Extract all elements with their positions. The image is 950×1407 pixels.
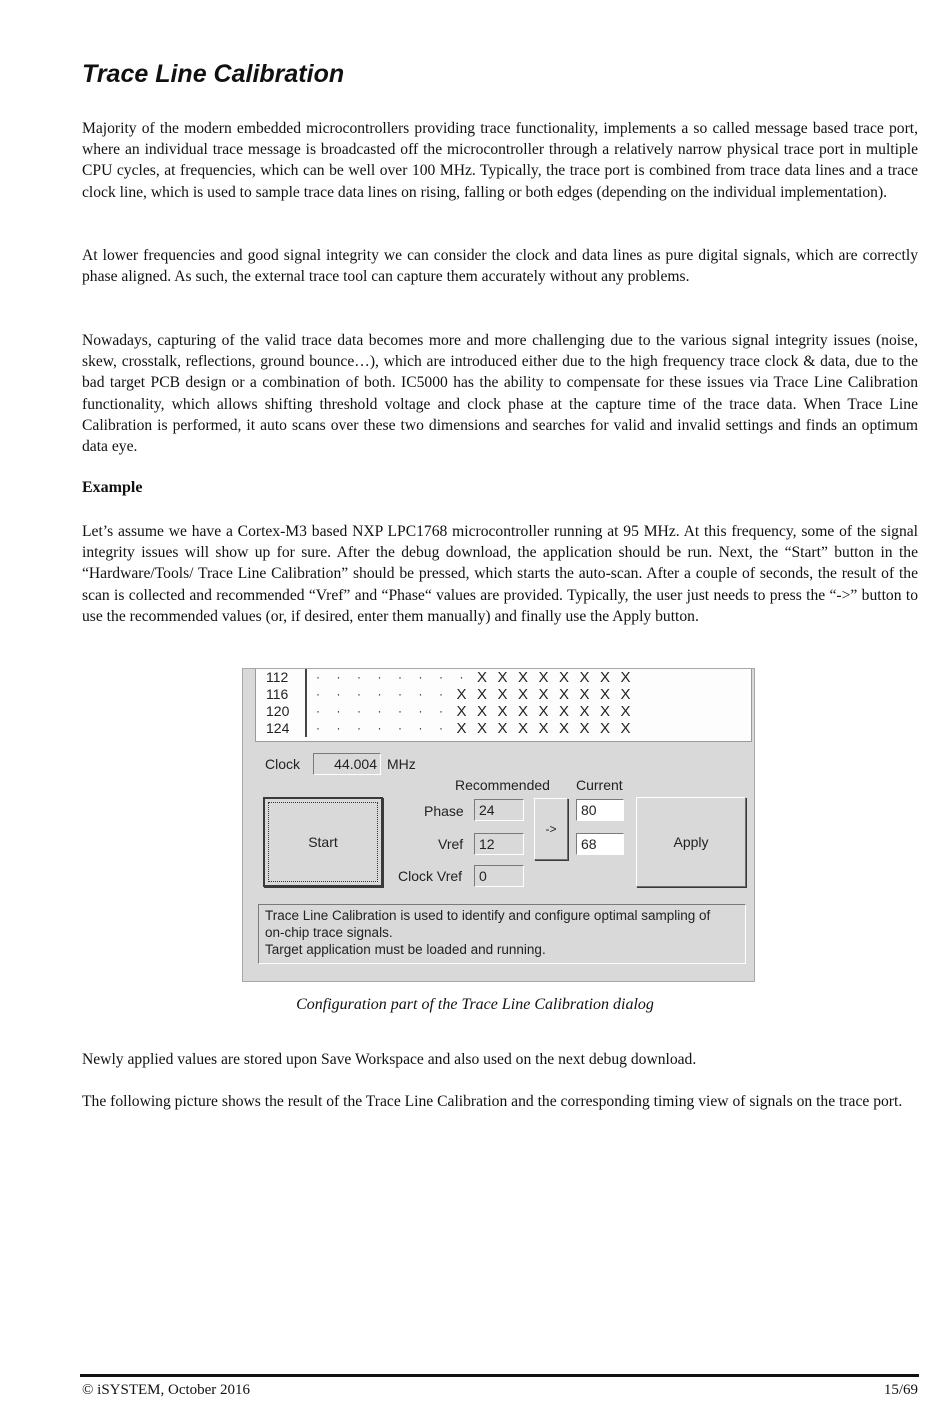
scan-cell: ·: [377, 704, 382, 718]
scan-cell: X: [579, 703, 590, 720]
scan-cell: X: [456, 686, 467, 703]
scan-cell: ·: [377, 687, 382, 701]
start-button-label: Start: [308, 834, 338, 850]
start-button-focus-ring: [268, 802, 378, 882]
scan-cell: X: [558, 686, 569, 703]
example-heading: Example: [82, 479, 143, 496]
scan-cell: ·: [316, 721, 320, 735]
scan-row-separator: [305, 720, 307, 737]
scan-cell: ·: [357, 670, 361, 684]
scan-row-label: 112: [266, 669, 289, 685]
clock-vref-label: Clock Vref: [398, 868, 463, 884]
scan-cell: X: [620, 686, 631, 703]
scan-cell: ·: [439, 670, 443, 684]
apply-button[interactable]: [636, 797, 746, 887]
scan-row: [256, 669, 751, 686]
apply-button-label: Apply: [673, 834, 709, 850]
scan-cell: X: [599, 686, 610, 703]
scan-cell: ·: [336, 721, 341, 735]
scan-cell: X: [456, 703, 467, 720]
scan-cell: X: [476, 686, 487, 703]
scan-cell: X: [497, 703, 508, 720]
scan-cell: ·: [316, 687, 320, 701]
scan-cell: ·: [398, 670, 402, 684]
scan-cell: X: [517, 703, 528, 720]
info-line: Target application must be loaded and running.: [265, 942, 546, 957]
scan-cell: X: [497, 686, 508, 703]
scan-cell: ·: [418, 704, 423, 718]
scan-cell: ·: [439, 687, 443, 701]
scan-result-grid: [255, 669, 752, 742]
scan-cell: X: [538, 703, 549, 720]
scan-cell: ·: [439, 721, 443, 735]
scan-row-label: 124: [266, 720, 290, 736]
paragraph-example: Let’s assume we have a Cortex-M3 based NXP LPC1768 microcontroller running at 95 MHz. At this frequency, some of the signal integrity issues will show up for sure. After the debug download, the application should be run. Next, the “Start” button in the “Hardware/Tools/ Trace Line Calibration” should be pressed, which starts the auto-scan. After a couple of seconds, the result of the scan is collected and recommended “Vref” and “Phase“ values are provided. Typically, the user just needs to press the “->” button to use the recommended values (or, if desired, enter them manually) and finally use the Apply button.: [82, 523, 918, 625]
scan-cell: ·: [336, 670, 341, 684]
scan-row-separator: [305, 703, 307, 720]
scan-cell: ·: [336, 687, 341, 701]
figure-caption: Configuration part of the Trace Line Calibration dialog: [296, 996, 654, 1013]
footer-copyright: © iSYSTEM, October 2016: [82, 1382, 251, 1398]
info-line: on-chip trace signals.: [265, 925, 393, 940]
scan-row: [256, 703, 751, 720]
scan-cell: ·: [316, 670, 320, 684]
copy-recommended-button[interactable]: [534, 798, 568, 860]
page-title: Trace Line Calibration: [82, 60, 345, 88]
scan-cell: X: [476, 669, 487, 686]
scan-cell: ·: [377, 721, 382, 735]
scan-cell: ·: [377, 670, 382, 684]
scan-row-separator: [305, 686, 307, 703]
scan-cell: X: [579, 686, 590, 703]
paragraph-following-picture: The following picture shows the result of the Trace Line Calibration and the corresponding timing view of signals on the trace port.: [82, 1093, 903, 1110]
vref-label: Vref: [438, 836, 464, 852]
current-header: Current: [576, 777, 623, 793]
scan-row-label: 116: [266, 686, 289, 702]
scan-row: [256, 686, 751, 703]
scan-cell: X: [599, 720, 610, 737]
scan-row: [256, 720, 751, 737]
info-line: Trace Line Calibration is used to identify and configure optimal sampling of: [265, 908, 711, 923]
scan-cell: ·: [357, 704, 361, 718]
scan-cell: X: [456, 720, 467, 737]
scan-cell: X: [538, 686, 549, 703]
start-button[interactable]: [263, 797, 383, 887]
paragraph-save-workspace: Newly applied values are stored upon Save Workspace and also used on the next debug download.: [82, 1051, 697, 1068]
scan-cell: X: [476, 720, 487, 737]
scan-cell: X: [620, 669, 631, 686]
scan-cell: ·: [418, 670, 423, 684]
phase-label: Phase: [424, 803, 464, 819]
recommended-header: Recommended: [455, 777, 550, 793]
vref-recommended-field: 12: [474, 833, 524, 855]
scan-row-label: 120: [266, 703, 290, 719]
scan-cell: X: [579, 720, 590, 737]
clock-value-field: 44.004: [313, 753, 381, 775]
info-textbox: [258, 904, 746, 964]
scan-cell: ·: [459, 670, 464, 684]
paragraph-signal-integrity: Nowadays, capturing of the valid trace data becomes more and more challenging due to the various signal integrity issues (noise, skew, crosstalk, reflections, ground bounce…), which are introduced either due to the high frequency trace clock & data, due to the bad target PCB design or a combination of both. IC5000 has the ability to compensate for these issues via Trace Line Calibration functionality, which allows shifting threshold voltage and clock phase at the capture time of the trace data. When Trace Line Calibration is performed, it auto scans over these two dimensions and searches for valid and invalid settings and finds an optimum data eye.: [82, 332, 918, 456]
scan-cell: ·: [316, 704, 320, 718]
scan-cell: X: [620, 720, 631, 737]
scan-cell: X: [558, 669, 569, 686]
scan-cell: X: [517, 720, 528, 737]
scan-cell: ·: [418, 687, 423, 701]
paragraph-intro: Majority of the modern embedded microcontrollers providing trace functionality, implements a so called message based trace port, where an individual trace message is broadcasted off the microcontroller through a relatively narrow physical trace port in multiple CPU cycles, at frequencies, which can be well over 100 MHz. Typically, the trace port is combined from trace data lines and a trace clock line, which is used to sample trace data lines on rising, falling or both edges (depending on the individual implementation).: [82, 120, 918, 201]
phase-recommended-field: 24: [474, 799, 524, 821]
paragraph-low-frequencies: At lower frequencies and good signal integrity we can consider the clock and data lines as pure digital signals, which are correctly phase aligned. As such, the external trace tool can capture them accurately without any problems.: [82, 247, 918, 286]
scan-cell: X: [620, 703, 631, 720]
clock-label: Clock: [265, 756, 301, 772]
scan-cell: ·: [336, 704, 341, 718]
scan-cell: X: [599, 703, 610, 720]
clock-unit-label: MHz: [387, 756, 416, 772]
scan-cell: X: [599, 669, 610, 686]
scan-cell: X: [517, 686, 528, 703]
scan-cell: X: [517, 669, 528, 686]
scan-cell: ·: [398, 721, 402, 735]
clock-vref-recommended-field: 0: [474, 865, 524, 887]
trace-line-calibration-dialog: [242, 668, 755, 982]
scan-cell: X: [538, 720, 549, 737]
scan-cell: X: [538, 669, 549, 686]
footer-page-number: 15/69: [883, 1382, 918, 1398]
phase-current-input[interactable]: 80: [576, 799, 624, 821]
scan-cell: ·: [398, 704, 402, 718]
scan-row-separator: [305, 669, 307, 686]
copy-button-label: ->: [545, 822, 557, 836]
scan-cell: X: [497, 669, 508, 686]
scan-cell: ·: [357, 721, 361, 735]
scan-cell: ·: [357, 687, 361, 701]
scan-cell: X: [476, 703, 487, 720]
scan-cell: X: [497, 720, 508, 737]
scan-cell: ·: [398, 687, 402, 701]
vref-current-input[interactable]: 68: [576, 833, 624, 855]
footer-divider: [80, 1374, 919, 1377]
scan-cell: ·: [439, 704, 443, 718]
scan-cell: X: [579, 669, 590, 686]
scan-cell: ·: [418, 721, 423, 735]
scan-cell: X: [558, 703, 569, 720]
scan-cell: X: [558, 720, 569, 737]
